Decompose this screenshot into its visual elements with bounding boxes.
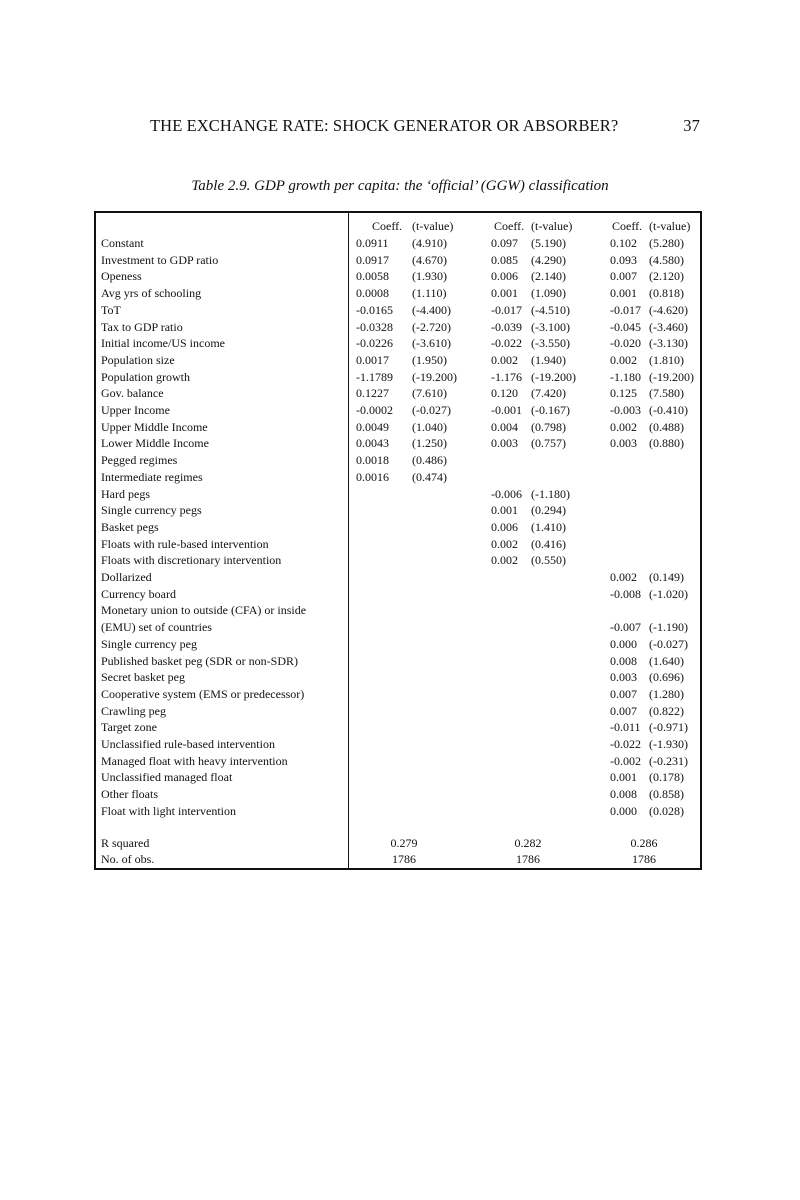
coefficient-cell: 0.0016 (356, 469, 389, 484)
table-row (96, 486, 700, 503)
summary-label: R squared (101, 836, 150, 850)
coefficient-cell: 0.0018 (356, 453, 389, 468)
tvalue-cell: (1.280) (649, 686, 684, 701)
table-row (96, 402, 700, 419)
table-row (96, 352, 700, 369)
tvalue-cell: (4.290) (531, 252, 566, 267)
summary-row (96, 851, 700, 868)
tvalue-cell: (1.410) (531, 519, 566, 534)
row-label: Target zone (101, 720, 157, 735)
coefficient-cell: 0.003 (610, 670, 637, 685)
coefficient-cell: 0.007 (610, 269, 637, 284)
summary-value: 1786 (392, 852, 416, 866)
tvalue-cell: (2.120) (649, 269, 684, 284)
summary-value: 1786 (516, 852, 540, 866)
coefficient-cell: 0.002 (610, 419, 637, 434)
tvalue-cell: (-1.180) (531, 486, 570, 501)
table-row (96, 669, 700, 686)
coefficient-cell: -0.017 (610, 302, 641, 317)
tvalue-cell: (-1.930) (649, 737, 688, 751)
table-row (96, 769, 700, 786)
tvalue-cell: (-19.200) (531, 369, 576, 384)
tvalue-cell: (-1.020) (649, 586, 688, 601)
tvalue-cell: (0.696) (649, 670, 684, 685)
tvalue-cell: (1.930) (412, 269, 447, 284)
column-header-row (96, 218, 700, 235)
row-label: Monetary union to outside (CFA) or inside (101, 603, 307, 618)
coefficient-cell: -0.020 (610, 336, 641, 351)
table-row (96, 469, 700, 486)
coefficient-cell: 0.007 (610, 686, 637, 701)
table-row (96, 552, 700, 569)
row-label: Currency board (101, 586, 176, 601)
tvalue-cell: (0.818) (649, 286, 684, 301)
tvalue-header: (t-value) (412, 219, 454, 233)
coefficient-cell: 0.004 (491, 419, 518, 434)
row-label: Float with light intervention (101, 803, 236, 818)
tvalue-cell: (0.294) (531, 503, 566, 518)
tvalue-cell: (0.880) (649, 436, 684, 451)
coefficient-cell: 0.125 (610, 386, 637, 401)
row-label: Population size (101, 352, 175, 367)
table-caption: Table 2.9. GDP growth per capita: the ‘official’ (GGW) classification (191, 178, 609, 194)
coefficient-cell: 0.003 (610, 436, 637, 451)
tvalue-cell: (-0.410) (649, 403, 688, 417)
row-label: Upper Middle Income (101, 419, 208, 434)
tvalue-cell: (-0.027) (412, 403, 451, 417)
row-label: Unclassified rule-based intervention (101, 737, 275, 751)
coefficient-cell: -0.045 (610, 319, 641, 334)
summary-value: 1786 (632, 852, 656, 866)
row-label: Single currency peg (101, 636, 197, 651)
coefficient-cell: 0.0917 (356, 252, 389, 267)
coefficient-cell: 0.001 (610, 286, 637, 301)
tvalue-cell: (5.280) (649, 236, 684, 250)
row-label: Constant (101, 236, 144, 250)
tvalue-cell: (4.580) (649, 252, 684, 267)
tvalue-cell: (5.190) (531, 236, 566, 250)
coefficient-cell: -0.039 (491, 319, 522, 334)
table-row (96, 636, 700, 653)
row-label: Cooperative system (EMS or predecessor) (101, 686, 305, 701)
coefficient-cell: -0.008 (610, 586, 641, 601)
row-label: Other floats (101, 787, 158, 802)
coefficient-cell: -0.0002 (356, 403, 393, 417)
summary-label: No. of obs. (101, 852, 155, 866)
row-label: Population growth (101, 369, 190, 384)
coefficient-cell: 0.1227 (356, 386, 389, 401)
row-label: Single currency pegs (101, 503, 202, 518)
table-row (96, 452, 700, 469)
table-row (96, 435, 700, 452)
coefficient-cell: -1.176 (491, 369, 522, 384)
page-number: 37 (683, 116, 700, 135)
coefficient-cell: 0.085 (491, 252, 518, 267)
coefficient-cell: 0.002 (610, 570, 637, 584)
row-label: Avg yrs of schooling (101, 286, 202, 301)
row-label: Basket pegs (101, 519, 159, 534)
table-row (96, 586, 700, 603)
summary-value: 0.279 (390, 836, 418, 850)
tvalue-cell: (0.798) (531, 419, 566, 434)
tvalue-cell: (1.640) (649, 653, 684, 668)
table-row (96, 803, 700, 820)
coefficient-cell: 0.0017 (356, 352, 389, 367)
coeff-header: Coeff. (372, 219, 403, 233)
row-label: Investment to GDP ratio (101, 252, 219, 267)
tvalue-cell: (-0.231) (649, 753, 688, 768)
row-label: Floats with discretionary intervention (101, 553, 282, 568)
tvalue-cell: (1.110) (412, 286, 447, 301)
row-label: Gov. balance (101, 386, 164, 401)
tvalue-cell: (-4.620) (649, 302, 688, 317)
coefficient-cell: 0.000 (610, 636, 637, 651)
coefficient-cell: -1.1789 (356, 369, 393, 384)
tvalue-cell: (0.488) (649, 419, 684, 434)
tvalue-cell: (4.910) (412, 236, 447, 250)
tvalue-cell: (0.757) (531, 436, 566, 451)
tvalue-cell: (-3.460) (649, 319, 688, 334)
coefficient-cell: 0.0058 (356, 269, 389, 284)
tvalue-cell: (1.810) (649, 352, 684, 367)
tvalue-cell: (1.090) (531, 286, 566, 301)
tvalue-cell: (0.474) (412, 469, 447, 484)
table-row (96, 602, 700, 619)
regression-table (94, 211, 702, 870)
coefficient-cell: 0.0911 (356, 236, 389, 250)
table-row (96, 319, 700, 336)
coefficient-cell: 0.002 (491, 553, 518, 568)
tvalue-cell: (7.610) (412, 386, 447, 401)
table-row (96, 419, 700, 436)
row-label: (EMU) set of countries (101, 620, 212, 635)
coefficient-cell: 0.001 (610, 770, 637, 785)
coefficient-cell: 0.007 (610, 703, 637, 718)
tvalue-cell: (-3.130) (649, 336, 688, 351)
row-label: Tax to GDP ratio (101, 319, 183, 334)
tvalue-cell: (-4.510) (531, 302, 570, 317)
tvalue-cell: (-4.400) (412, 302, 451, 317)
tvalue-cell: (0.416) (531, 536, 566, 551)
table-row (96, 703, 700, 720)
coefficient-cell: 0.002 (610, 352, 637, 367)
coefficient-cell: 0.001 (491, 503, 518, 518)
coeff-header: Coeff. (494, 219, 525, 233)
coefficient-cell: -0.001 (491, 403, 522, 417)
coefficient-cell: -0.006 (491, 486, 522, 501)
tvalue-cell: (-3.100) (531, 319, 570, 334)
table-row (96, 252, 700, 269)
coefficient-cell: 0.001 (491, 286, 518, 301)
coefficient-cell: -0.0226 (356, 336, 393, 351)
tvalue-cell: (1.940) (531, 352, 566, 367)
table-row (96, 569, 700, 586)
table-row (96, 619, 700, 636)
table-row (96, 686, 700, 703)
coefficient-cell: -0.003 (610, 403, 641, 417)
row-label: Floats with rule-based intervention (101, 536, 269, 551)
row-label: Crawling peg (101, 703, 166, 718)
tvalue-cell: (-19.200) (412, 369, 457, 384)
coefficient-cell: 0.120 (491, 386, 518, 401)
tvalue-cell: (0.178) (649, 770, 684, 785)
tvalue-cell: (4.670) (412, 252, 447, 267)
table-row (96, 335, 700, 352)
tvalue-cell: (7.580) (649, 386, 684, 401)
row-label: Hard pegs (101, 486, 150, 501)
coefficient-cell: -1.180 (610, 369, 641, 384)
tvalue-cell: (0.858) (649, 787, 684, 802)
coefficient-cell: -0.0328 (356, 319, 393, 334)
coefficient-cell: 0.008 (610, 653, 637, 668)
coefficient-cell: 0.008 (610, 787, 637, 802)
tvalue-cell: (-0.167) (531, 403, 570, 417)
table-row (96, 385, 700, 402)
tvalue-cell: (0.486) (412, 453, 447, 468)
row-label: Published basket peg (SDR or non-SDR) (101, 653, 298, 668)
coefficient-cell: 0.000 (610, 803, 637, 818)
row-label: Pegged regimes (101, 453, 178, 468)
tvalue-cell: (0.550) (531, 553, 566, 568)
row-label: Upper Income (101, 403, 170, 417)
coefficient-cell: 0.006 (491, 519, 518, 534)
coefficient-cell: -0.011 (610, 720, 641, 735)
row-label: Unclassified managed float (101, 770, 233, 785)
tvalue-cell: (2.140) (531, 269, 566, 284)
table-row (96, 268, 700, 285)
summary-value: 0.282 (514, 836, 542, 850)
coeff-header: Coeff. (612, 219, 643, 233)
tvalue-cell: (7.420) (531, 386, 566, 401)
coefficient-cell: -0.022 (491, 336, 522, 351)
coefficient-cell: 0.002 (491, 536, 518, 551)
tvalue-cell: (0.149) (649, 570, 684, 584)
tvalue-cell: (-2.720) (412, 319, 451, 334)
table-row (96, 502, 700, 519)
table-row (96, 302, 700, 319)
coefficient-cell: -0.007 (610, 620, 641, 635)
tvalue-cell: (-0.027) (649, 636, 688, 651)
summary-value: 0.286 (630, 836, 658, 850)
row-label: Lower Middle Income (101, 436, 209, 451)
table-row (96, 653, 700, 670)
table-row (96, 736, 700, 753)
coefficient-cell: 0.002 (491, 352, 518, 367)
coefficient-cell: 0.0049 (356, 419, 389, 434)
row-label: Intermediate regimes (101, 469, 203, 484)
summary-row (96, 835, 700, 852)
tvalue-cell: (1.040) (412, 419, 447, 434)
row-label: Secret basket peg (101, 670, 185, 685)
row-label: Openess (101, 269, 142, 284)
coefficient-cell: 0.093 (610, 252, 637, 267)
coefficient-cell: -0.002 (610, 753, 641, 768)
coefficient-cell: -0.0165 (356, 302, 393, 317)
table-row (96, 285, 700, 302)
tvalue-cell: (-0.971) (649, 720, 688, 735)
table-row (96, 719, 700, 736)
coefficient-cell: 0.097 (491, 236, 518, 250)
row-label: Dollarized (101, 570, 152, 584)
tvalue-header: (t-value) (649, 219, 691, 233)
tvalue-cell: (0.028) (649, 803, 684, 818)
coefficient-cell: -0.022 (610, 737, 641, 751)
table-row (96, 369, 700, 386)
table-row (96, 753, 700, 770)
coefficient-cell: 0.003 (491, 436, 518, 451)
tvalue-cell: (0.822) (649, 703, 684, 718)
tvalue-cell: (-3.610) (412, 336, 451, 351)
coefficient-cell: -0.017 (491, 302, 522, 317)
tvalue-cell: (-1.190) (649, 620, 688, 635)
coefficient-cell: 0.102 (610, 236, 637, 250)
row-label: Initial income/US income (101, 336, 225, 351)
tvalue-cell: (-19.200) (649, 369, 694, 384)
running-head-title: THE EXCHANGE RATE: SHOCK GENERATOR OR ABSORBER? (150, 116, 619, 135)
coefficient-cell: 0.0043 (356, 436, 389, 451)
tvalue-cell: (-3.550) (531, 336, 570, 351)
tvalue-cell: (1.250) (412, 436, 447, 451)
tvalue-cell: (1.950) (412, 352, 447, 367)
table-row (96, 786, 700, 803)
coefficient-cell: 0.0008 (356, 286, 389, 301)
table-row (96, 235, 700, 252)
row-label: Managed float with heavy intervention (101, 753, 288, 768)
table-row (96, 519, 700, 536)
row-label: ToT (101, 302, 121, 317)
tvalue-header: (t-value) (531, 219, 573, 233)
table-row (96, 536, 700, 553)
coefficient-cell: 0.006 (491, 269, 518, 284)
